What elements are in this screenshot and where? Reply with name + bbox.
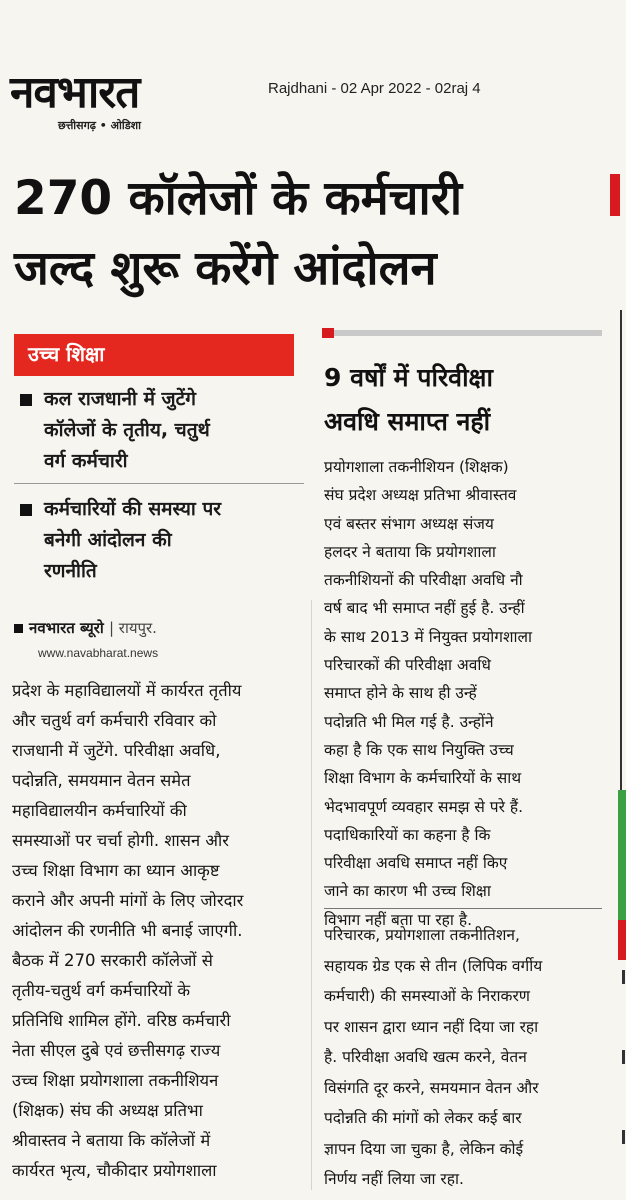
main-headline bbox=[14, 164, 604, 304]
bullet-square-icon bbox=[20, 504, 32, 516]
red-marker bbox=[610, 174, 620, 216]
byline bbox=[14, 618, 304, 638]
divider bbox=[324, 908, 602, 909]
sub-story-headline: 9 वर्षों में परिवीक्षा अवधि समाप्त नहीं bbox=[324, 363, 493, 436]
adjacent-column-edge bbox=[604, 160, 626, 1200]
bullet-point: कर्मचारियों की समस्या पर बनेगी आंदोलन की रणनीति bbox=[14, 494, 304, 587]
newspaper-logo: नवभारत bbox=[10, 67, 140, 118]
bullet-square-icon bbox=[14, 624, 23, 633]
sub-story-rule bbox=[322, 326, 602, 338]
masthead bbox=[10, 68, 250, 133]
section-tag-label: उच्च शिक्षा bbox=[28, 342, 105, 366]
edition-regions: छत्तीसगढ़ • ओडिशा bbox=[58, 119, 141, 132]
divider bbox=[14, 483, 304, 484]
sub-story-paragraph: प्रयोगशाला तकनीशियन (शिक्षक) संघ प्रदेश अध्यक्ष प्रतिभा श्रीवास्तव एवं बस्तर संभाग अध्यक्ष संजय हलदर ने बताया कि प्रयोगशाला तकनीशियनों की परिवीक्षा अवधि नौ वर्ष बाद भी समाप्त नहीं हुई है. उन्हीं के साथ 2013 में नियुक्त प्रयोगशाला परिचारकों की परिवीक्षा अवधि समाप्त होने के साथ ही उन्हें पदोन्नति भी मिल गई है. उन्होंने कहा है कि एक साथ नियुक्ति उच्च शिक्षा विभाग के कर्मचारियों के साथ भेदभावपूर्ण व्यवहार समझ से परे हैं. पदाधिकारियों का कहना है कि परिवीक्षा अवधि समाप्त नहीं किए जाने का कारण भी उच्च शिक्षा विभाग नहीं बता पा रहा है. bbox=[324, 458, 533, 929]
gray-bar bbox=[334, 330, 602, 336]
dateline-city: | रायपुर. bbox=[108, 619, 157, 637]
text-fragment bbox=[622, 1050, 625, 1064]
section-tag bbox=[14, 334, 294, 376]
highlight-bullets bbox=[14, 384, 304, 593]
headline-line: 270 कॉलेजों के कर्मचारी bbox=[14, 171, 463, 226]
sub-story-paragraph: परिचारक, प्रयोगशाला तकनीतिशन, सहायक ग्रेड एक से तीन (लिपिक वर्गीय कर्मचारी) की समस्याओं के निराकरण पर शासन द्वारा ध्यान नहीं दिया जा रहा है. परिवीक्षा अवधि खत्म करने, वेतन विसंगति दूर करने, समयमान वेतन और पदोन्नति की मांगों को लेकर कई बार ज्ञापन दिया जा चुका है, लेकिन कोई निर्णय नहीं लिया जा रहा. bbox=[324, 926, 543, 1188]
column-divider bbox=[311, 600, 312, 1190]
bullet-square-icon bbox=[20, 394, 32, 406]
text-fragment bbox=[622, 1130, 625, 1144]
bureau-name: नवभारत ब्यूरो bbox=[29, 619, 104, 637]
red-marker bbox=[322, 328, 334, 338]
edition-info: Rajdhani - 02 Apr 2022 - 02raj 4 bbox=[268, 80, 481, 97]
article-body-left: प्रदेश के महाविद्यालयों में कार्यरत तृतीय और चतुर्थ वर्ग कर्मचारी रविवार को राजधानी में जुटेंगे. परिवीक्षा अवधि, पदोन्नति, समयमान वेतन समेत महाविद्यालयीन कर्मचारियों की समस्याओं पर चर्चा होगी. शासन और उच्च शिक्षा विभाग का ध्यान आकृष्ट कराने और अपनी मांगों के लिए जोरदार आंदोलन की रणनीति भी बनाई जाएगी. बैठक में 270 सरकारी कॉलेजों से तृतीय-चतुर्थ वर्ग कर्मचारियों के प्रतिनिधि शामिल होंगे. वरिष्ठ कर्मचारी नेता सीएल दुबे एवं छत्तीसगढ़ राज्य उच्च शिक्षा प्रयोगशाला तकनीशियन (शिक्षक) संघ की अध्यक्ष प्रतिभा श्रीवास्तव ने बताया कि कॉलेजों में कार्यरत भृत्य, चौकीदार प्रयोगशाला bbox=[12, 681, 244, 1180]
bullet-point: कल राजधानी में जुटेंगे कॉलेजों के तृतीय, चतुर्थ वर्ग कर्मचारी bbox=[14, 384, 304, 477]
website: www.navabharat.news bbox=[38, 646, 159, 660]
headline-line: जल्द शुरू करेंगे आंदोलन bbox=[14, 241, 437, 296]
red-strip bbox=[618, 920, 626, 960]
text-fragment bbox=[622, 970, 625, 984]
